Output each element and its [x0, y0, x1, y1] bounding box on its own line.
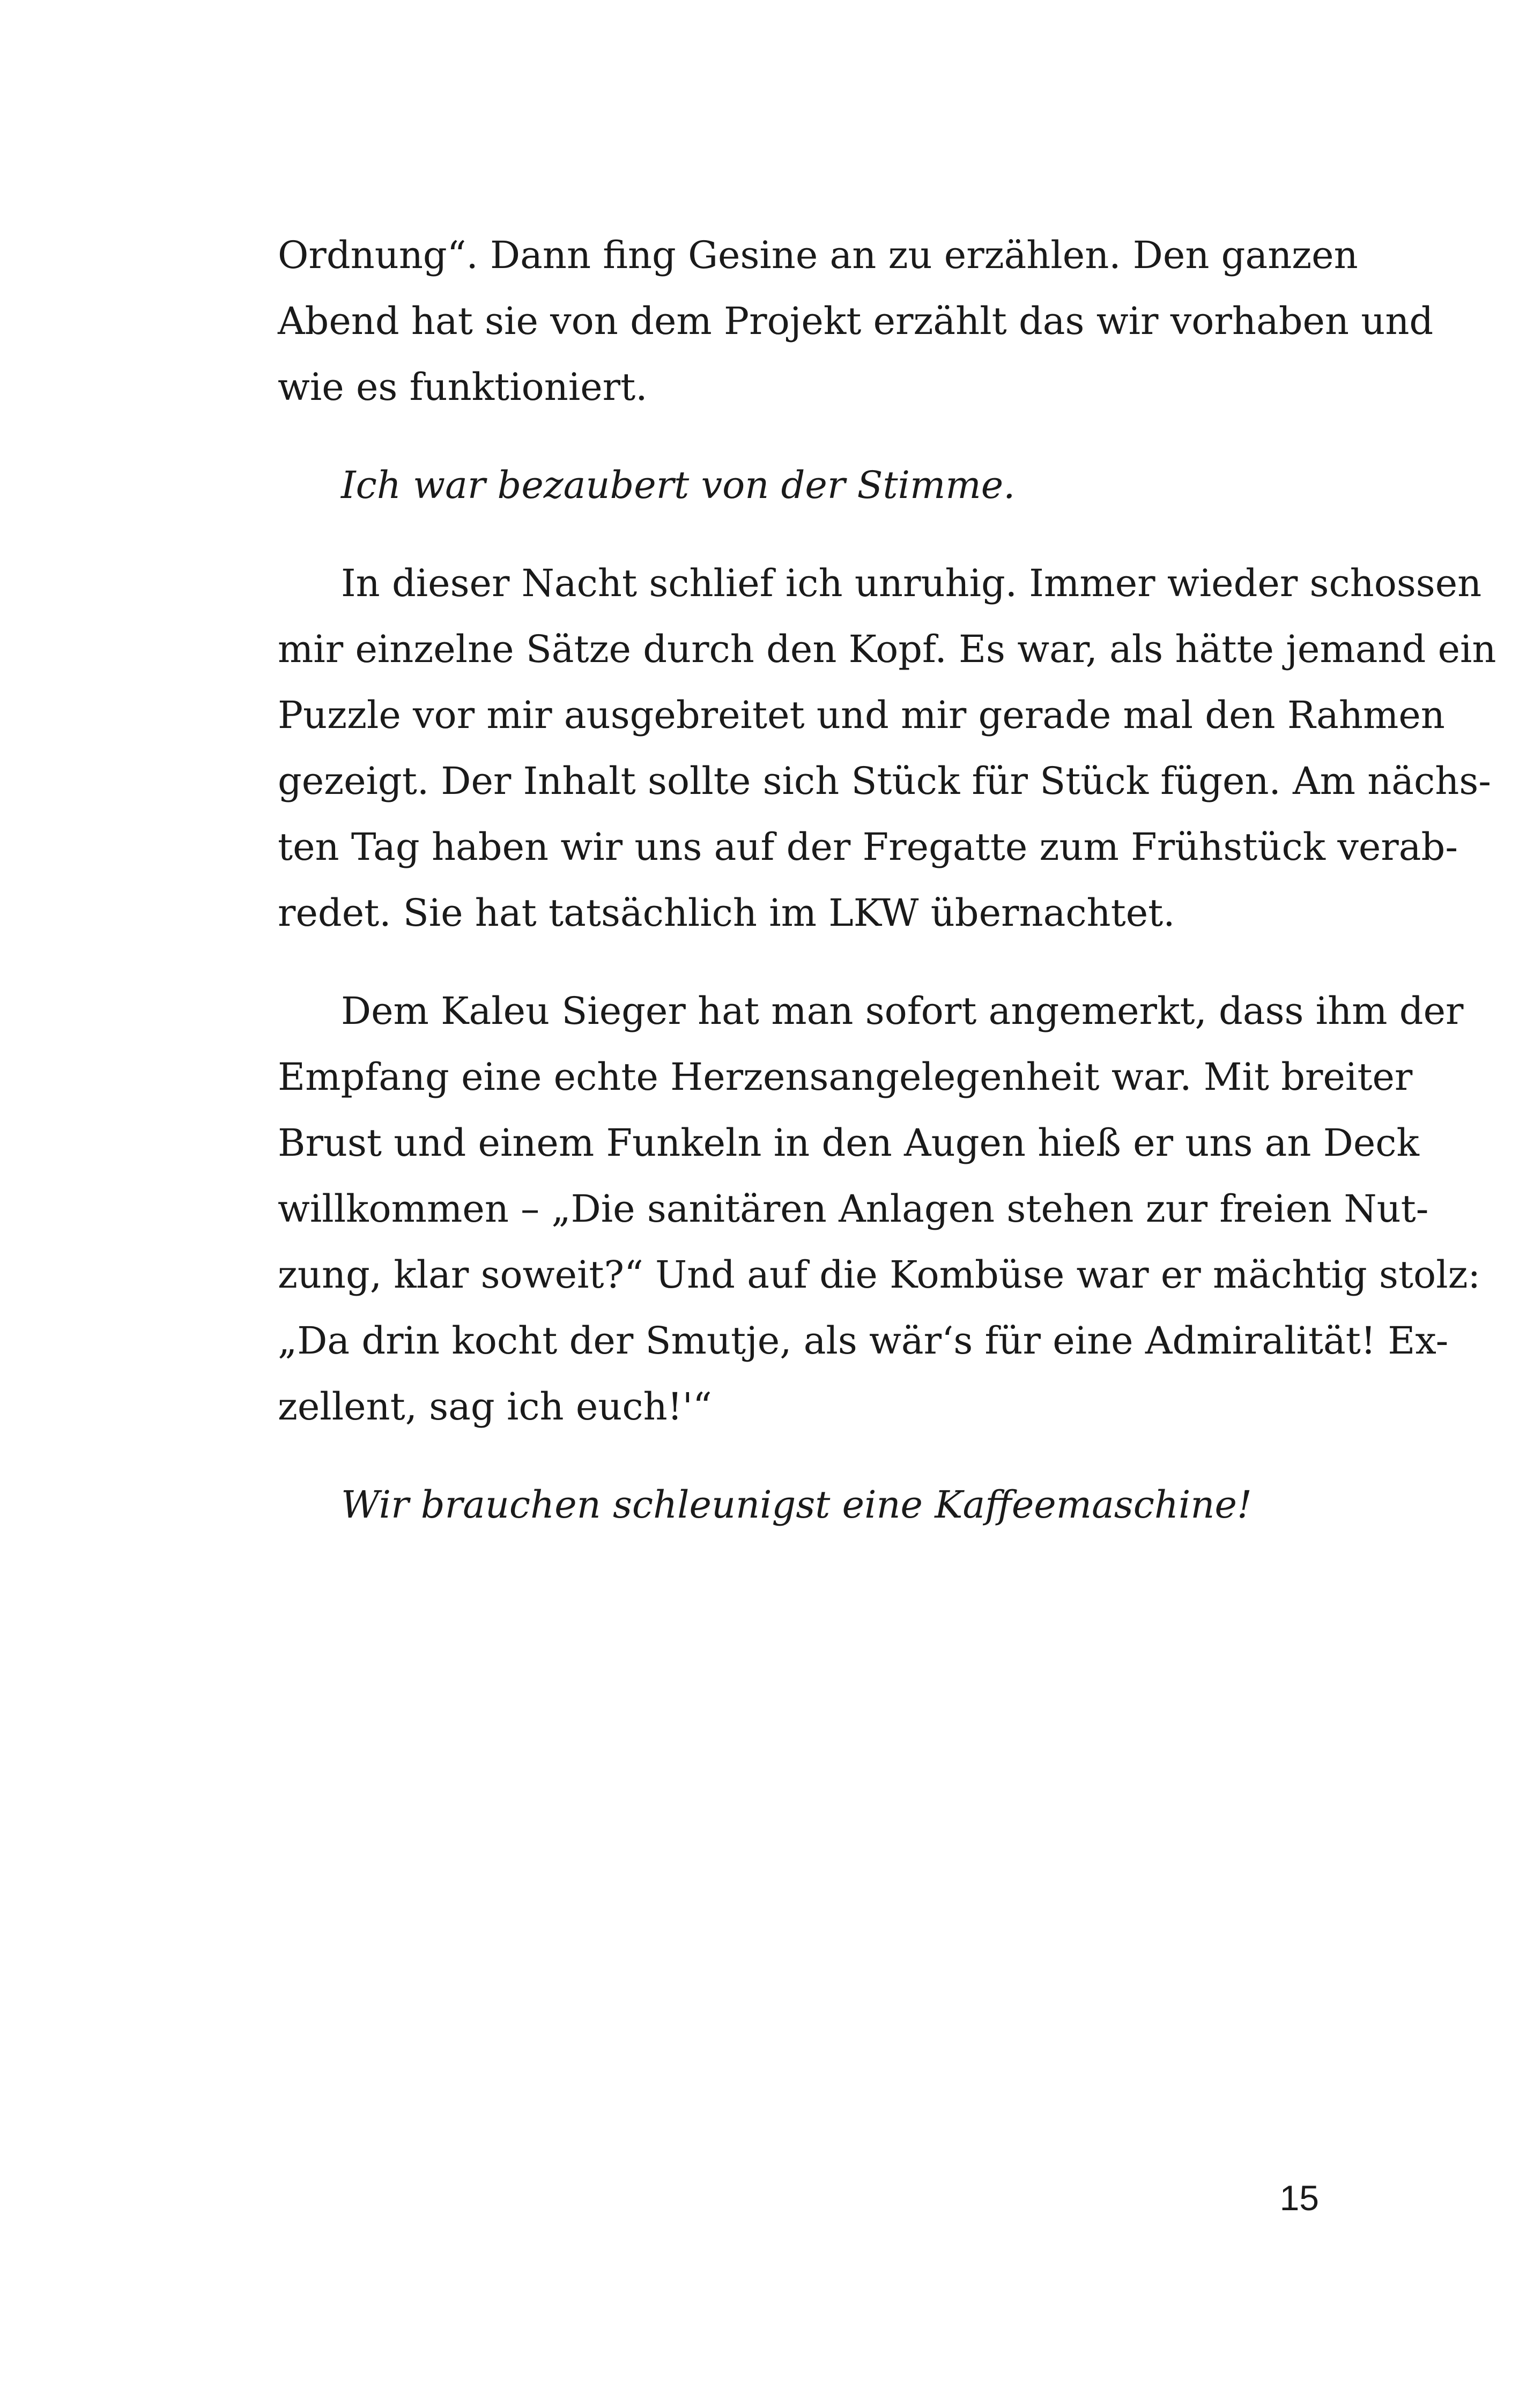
- paragraph-5-italic: [278, 1472, 1318, 1538]
- text-line: Empfang eine echte Herzensangelegenheit war. Mit breiter: [278, 1055, 1413, 1099]
- text-line: willkommen – „Die sanitären Anlagen stehen zur freien Nut-: [278, 1187, 1429, 1231]
- text-line: mir einzelne Sätze durch den Kopf. Es war, als hätte jemand ein: [278, 627, 1496, 671]
- text-line: Abend hat sie von dem Projekt erzählt das wir vorhaben und: [278, 299, 1434, 343]
- text-line: Brust und einem Funkeln in den Augen hieß er uns an Deck: [278, 1121, 1419, 1165]
- paragraph-spacer: [278, 946, 1318, 978]
- italic-thought-line: Wir brauchen schleunigst eine Kaffeemaschine!: [341, 1483, 1253, 1527]
- body-text: [278, 222, 1496, 1538]
- text-line: Dem Kaleu Sieger hat man sofort angemerkt, dass ihm der: [341, 989, 1464, 1033]
- paragraph-spacer: [278, 518, 1318, 551]
- text-line: zung, klar soweit?“ Und auf die Kombüse war er mächtig stolz:: [278, 1253, 1481, 1297]
- text-line: In dieser Nacht schlief ich unruhig. Immer wieder schossen: [341, 561, 1482, 605]
- page-number: 15: [1279, 2178, 1319, 2218]
- text-line: zellent, sag ich euch!'“: [278, 1385, 712, 1429]
- text-line: „Da drin kocht der Smutje, als wär‘s für eine Admiralität! Ex-: [278, 1319, 1449, 1363]
- text-line: redet. Sie hat tatsächlich im LKW übernachtet.: [278, 891, 1175, 935]
- text-line: Ordnung“. Dann fing Gesine an zu erzählen. Den ganzen: [278, 233, 1358, 277]
- text-line: wie es funktioniert.: [278, 365, 648, 409]
- paragraph-4: [278, 978, 1481, 1440]
- text-line: gezeigt. Der Inhalt sollte sich Stück für Stück fügen. Am nächs-: [278, 759, 1491, 803]
- paragraph-2-italic: [278, 452, 1318, 518]
- paragraph-1: [278, 222, 1434, 420]
- paragraph-3: [278, 551, 1496, 946]
- paragraph-spacer: [278, 420, 1318, 452]
- text-line: ten Tag haben wir uns auf der Fregatte zum Frühstück verab-: [278, 825, 1458, 869]
- text-line: Puzzle vor mir ausgebreitet und mir gerade mal den Rahmen: [278, 693, 1445, 737]
- italic-thought-line: Ich war bezaubert von der Stimme.: [341, 463, 1016, 507]
- paragraph-spacer: [278, 1440, 1318, 1472]
